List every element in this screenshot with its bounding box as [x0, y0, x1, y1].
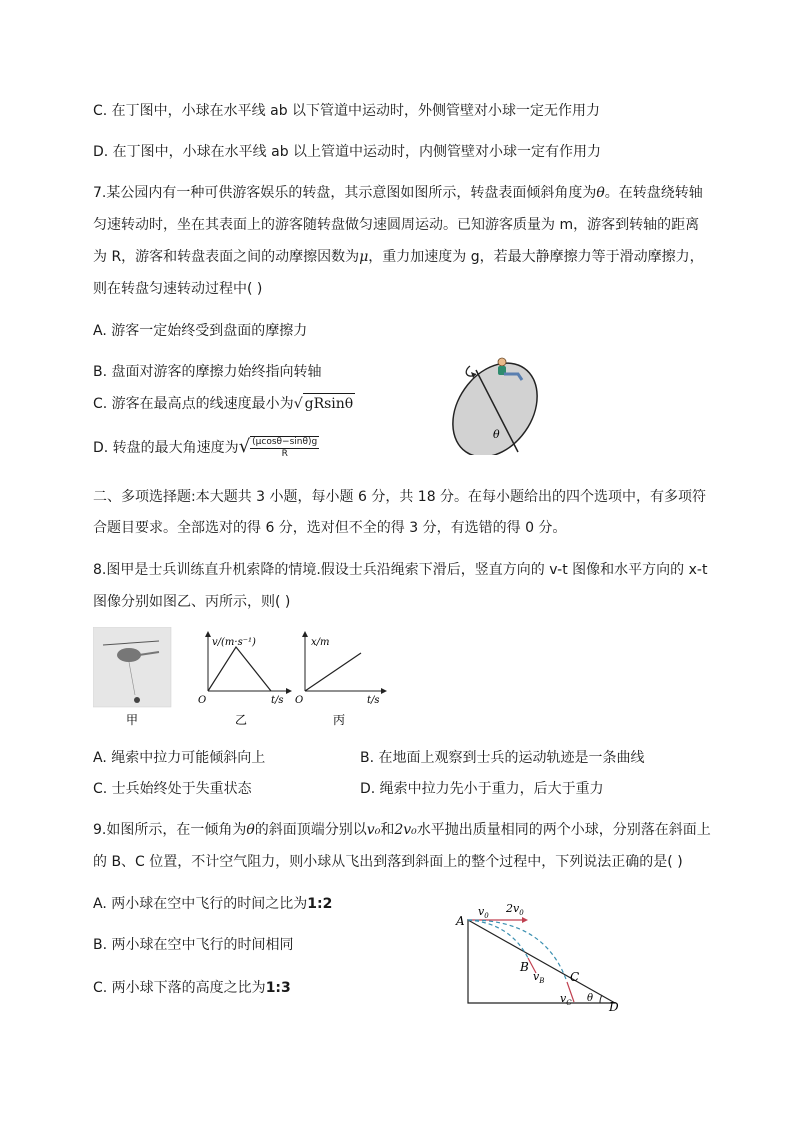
- helicopter-icon: [117, 648, 141, 662]
- xt-origin: O: [295, 695, 304, 706]
- vt-graph: [198, 631, 292, 706]
- q9-option-a: A. 两小球在空中飞行的时间之比为1:2: [93, 896, 333, 912]
- turntable-figure: [440, 350, 570, 455]
- q9-stem-line2: 的 B、C 位置，不计空气阻力，则小球从飞出到落到斜面上的整个过程中，下列说法正确的是( ): [93, 854, 683, 870]
- section2-line1: 二、多项选择题:本大题共 3 小题，每小题 6 分，共 18 分。在每小题给出的四个选项中，有多项符: [93, 489, 707, 505]
- xt-graph: [295, 631, 387, 706]
- xt-x-label: t/s: [367, 695, 380, 706]
- vt-origin: O: [198, 695, 207, 706]
- trajectory-c: [468, 920, 567, 982]
- caption-jia: 甲: [125, 713, 139, 727]
- caption-yi: 乙: [234, 713, 248, 727]
- q8-option-b: B. 在地面上观察到士兵的运动轨迹是一条曲线: [360, 750, 645, 766]
- q8-option-a: A. 绳索中拉力可能倾斜向上: [93, 750, 266, 766]
- q8-figures: [93, 627, 393, 727]
- caption-bing: 丙: [332, 713, 346, 727]
- incline-triangle: [468, 920, 615, 1003]
- q8-stem-line2: 图像分别如图乙、丙所示，则( ): [93, 594, 291, 610]
- q7-option-c: C. 游客在最高点的线速度最小为√ gRsinθ: [93, 393, 355, 414]
- mu-symbol: μ: [359, 249, 369, 265]
- label-vc: $v_C$: [560, 992, 572, 1007]
- label-vb: $v_B$: [533, 970, 545, 985]
- q7-option-c-formula: gRsinθ: [303, 393, 356, 414]
- point-c: C: [570, 970, 580, 984]
- q8-stem-line1: 8.图甲是士兵训练直升机索降的情境.假设士兵沿绳索下滑后，竖直方向的 v-t 图像和水平方向的 x-t: [93, 562, 708, 578]
- q7-stem-line3: 为 R，游客和转盘表面之间的动摩擦因数为μ，重力加速度为 g，若最大静摩擦力等于滑动摩擦力，: [93, 249, 704, 265]
- incline-figure: [450, 895, 630, 1015]
- label-v0: $v_0$: [478, 905, 489, 920]
- q7-option-a: A. 游客一定始终受到盘面的摩擦力: [93, 323, 308, 339]
- helicopter-photo: [93, 627, 171, 707]
- q9-stem-line1: 9.如图所示，在一倾角为θ的斜面顶端分别以v₀和2v₀水平抛出质量相同的两个小球，分别落在斜面上: [93, 822, 711, 838]
- vt-y-label: v/(m·s⁻¹): [212, 637, 256, 648]
- section2-line2: 合题目要求。全部选对的得 6 分，选对但不全的得 3 分，有选错的得 0 分。: [93, 520, 567, 536]
- q7-stem-line4: 则在转盘匀速转动过程中( ): [93, 281, 263, 297]
- q8-option-d: D. 绳索中拉力先小于重力，后大于重力: [360, 781, 604, 797]
- vt-x-label: t/s: [271, 695, 284, 706]
- q6-option-d: D. 在丁图中，小球在水平线 ab 以上管道中运动时，内侧管壁对小球一定有作用力: [93, 144, 602, 160]
- q7-option-d: D. 转盘的最大角速度为√ $\frac{(\mu\cos\theta-\sin\theta)g}{R}$: [93, 436, 318, 459]
- xt-line: [305, 653, 361, 691]
- xt-y-label: x/m: [311, 637, 330, 648]
- label-theta: θ: [587, 993, 594, 1004]
- turntable-theta-label: θ: [493, 428, 500, 441]
- q7-stem-line1: 7.某公园内有一种可供游客娱乐的转盘，其示意图如图所示，转盘表面倾斜角度为θ。在转盘绕转轴: [93, 185, 703, 201]
- point-d: D: [609, 1000, 619, 1014]
- vt-line: [208, 647, 271, 691]
- point-b: B: [520, 960, 529, 974]
- theta-symbol: θ: [596, 185, 605, 201]
- q7-stem-line2: 匀速转动时，坐在其表面上的游客随转盘做匀速圆周运动。已知游客质量为 m，游客到转轴的距离: [93, 217, 700, 233]
- q6-option-c: C. 在丁图中，小球在水平线 ab 以下管道中运动时，外侧管壁对小球一定无作用力: [93, 103, 601, 119]
- point-a: A: [456, 914, 465, 928]
- q9-option-b: B. 两小球在空中飞行的时间相同: [93, 937, 294, 953]
- label-2v0: $2v_0$: [506, 902, 524, 917]
- q7-option-d-formula: $\frac{(\mu\cos\theta-\sin\theta)g}{R}$: [252, 437, 318, 459]
- q9-option-c: C. 两小球下落的高度之比为1:3: [93, 980, 291, 996]
- q7-option-b: B. 盘面对游客的摩擦力始终指向转轴: [93, 364, 322, 380]
- q8-option-c: C. 士兵始终处于失重状态: [93, 781, 252, 797]
- soldier-icon: [134, 697, 140, 703]
